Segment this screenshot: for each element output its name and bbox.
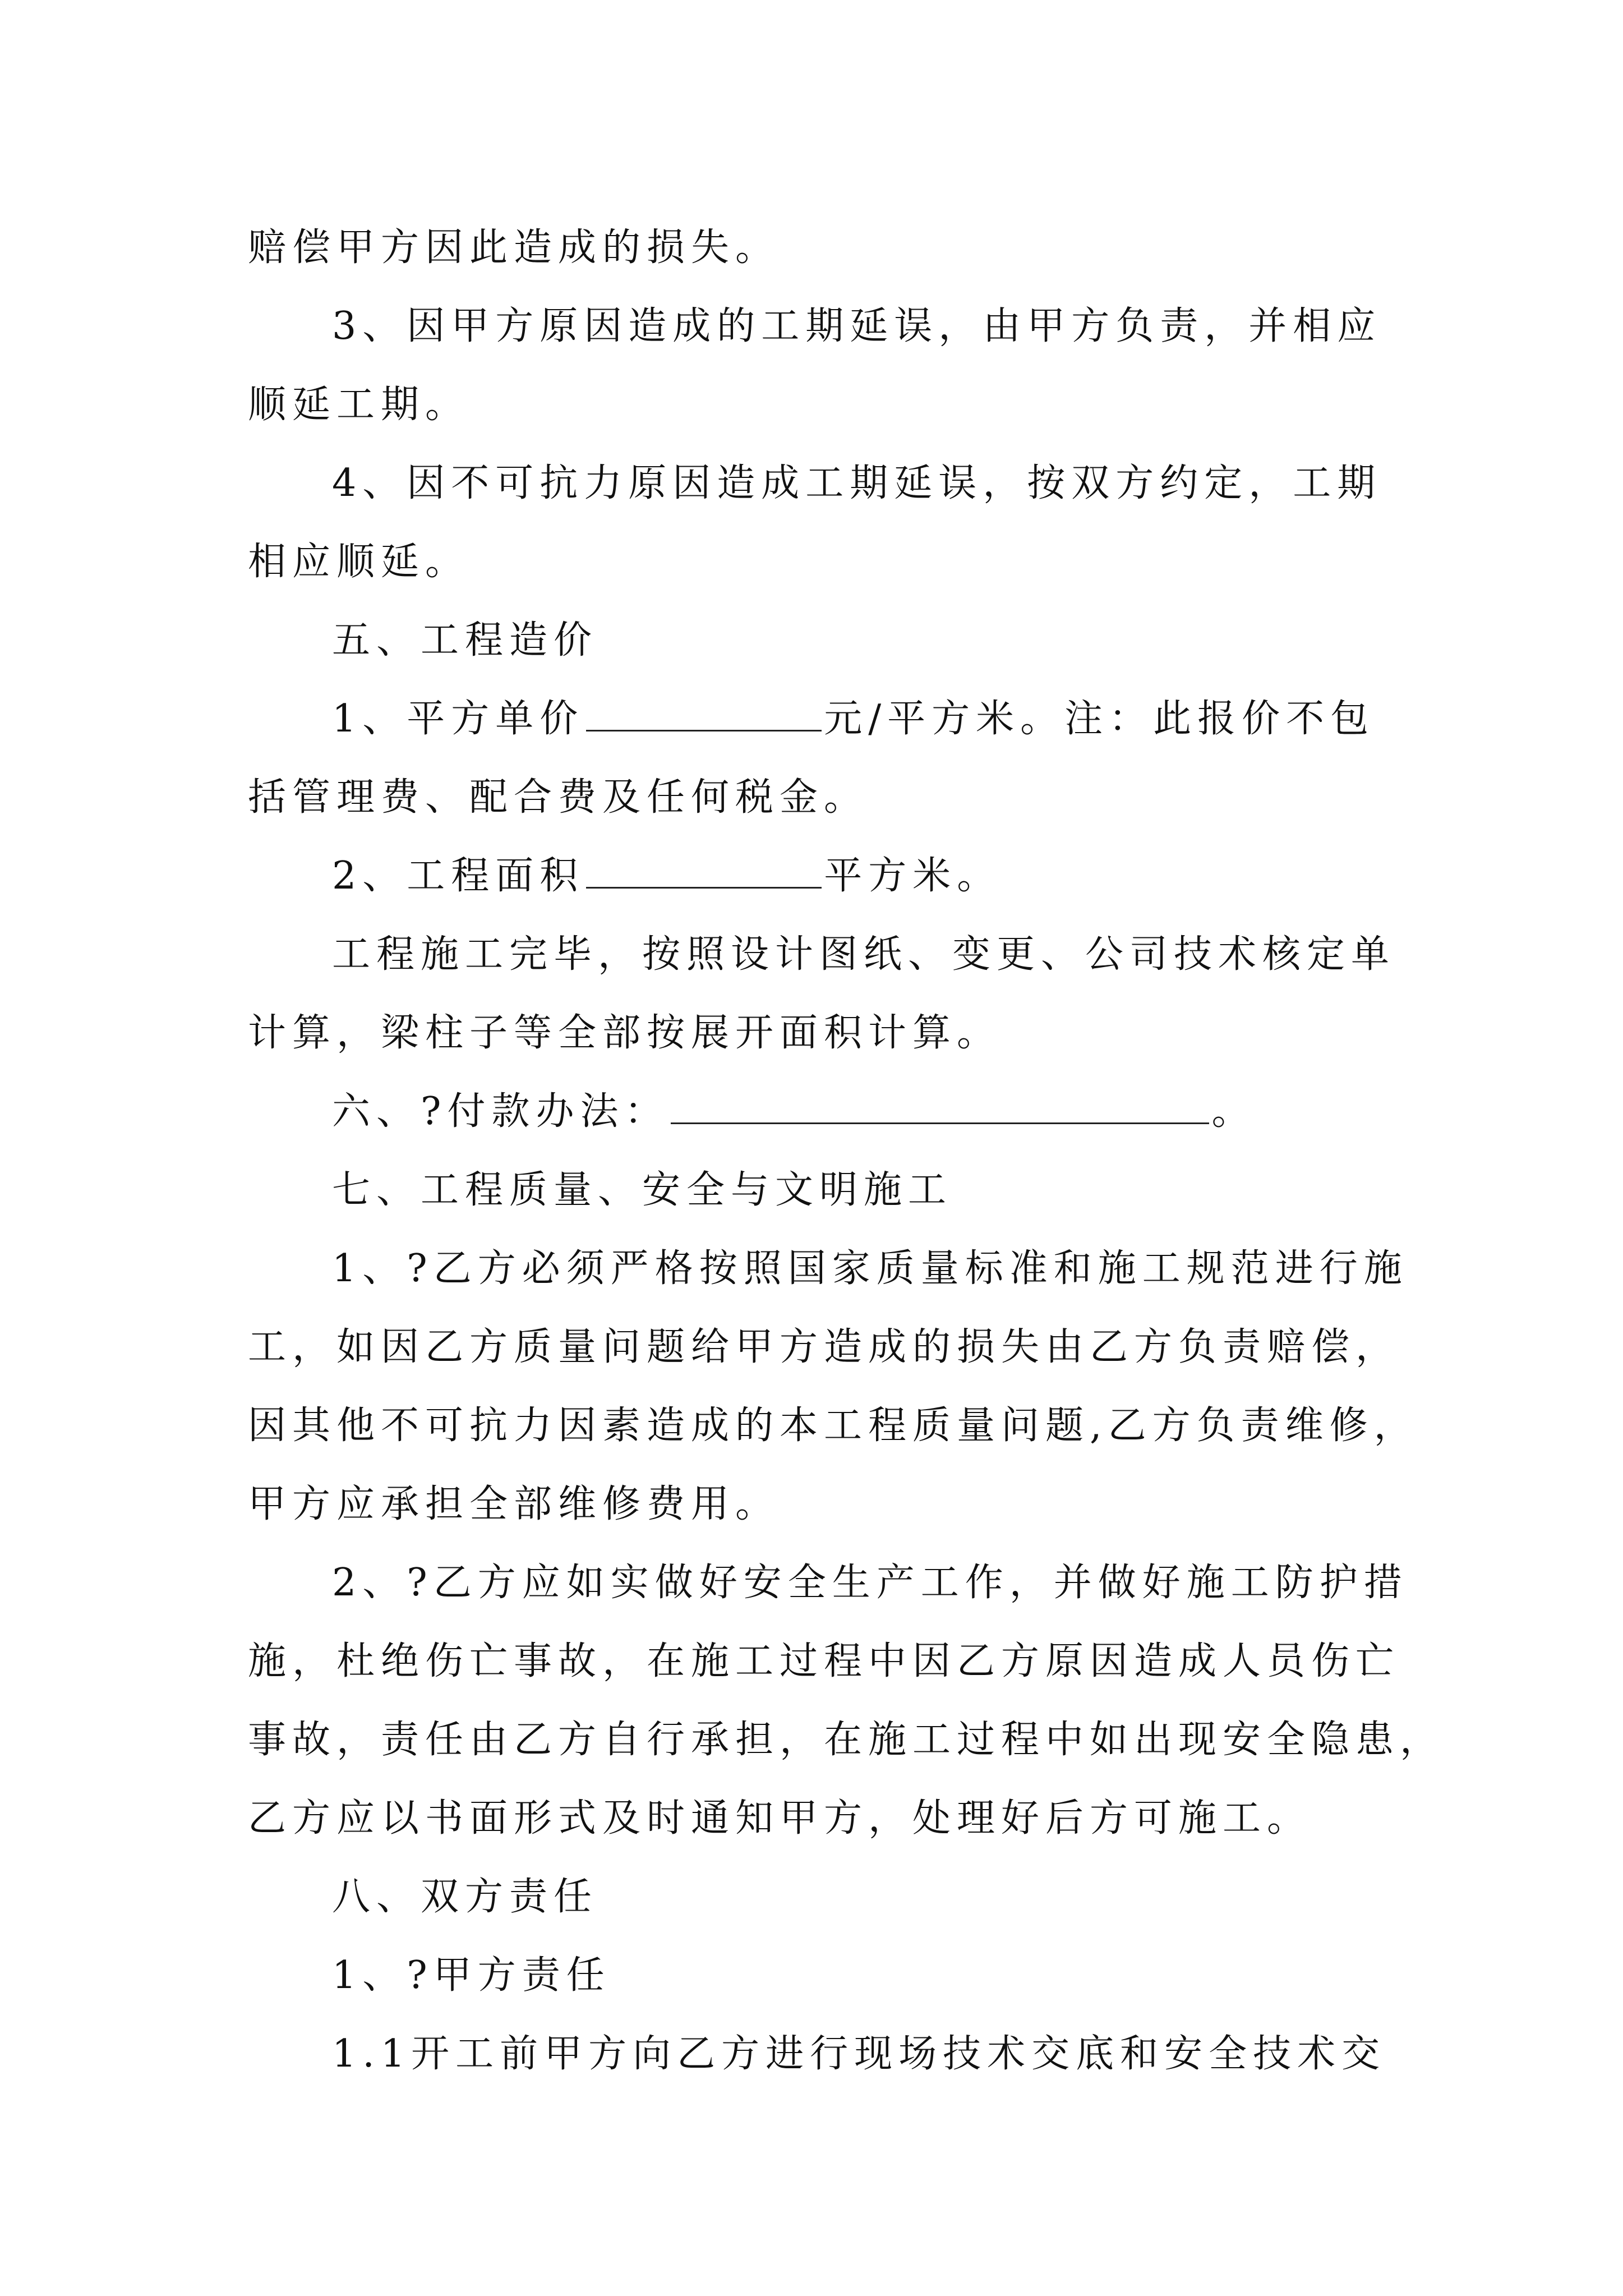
paragraph-line: 1.1开工前甲方向乙方进行现场技术交底和安全技术交 (332, 2032, 1386, 2076)
paragraph-line: 括管理费、配合费及任何税金。 (248, 775, 869, 820)
unit-price-line (248, 680, 1375, 758)
project-area-suffix: 平方米。 (824, 854, 1002, 898)
paragraph-line: 因其他不可抗力因素造成的本工程质量问题,乙方负责维修， (248, 1404, 1418, 1448)
unit-price-suffix: 元/平方米。注：此报价不包 (824, 697, 1375, 741)
unit-price-label: 1、平方单价 (332, 697, 584, 741)
paragraph-line: 工程施工完毕，按照设计图纸、变更、公司技术核定单 (332, 932, 1396, 977)
paragraph-line: 1、?乙方必须严格按照国家质量标准和施工规范进行施 (332, 1246, 1408, 1291)
payment-method-line (248, 1073, 1375, 1151)
paragraph-line: 赔偿甲方因此造成的损失。 (248, 226, 780, 270)
paragraph-line: 4、因不可抗力原因造成工期延误，按双方约定，工期 (332, 461, 1382, 505)
paragraph-line: 3、因甲方原因造成的工期延误，由甲方负责，并相应 (332, 304, 1382, 348)
payment-method-label: 六、?付款办法： (332, 1089, 669, 1134)
contract-text (248, 209, 1445, 2093)
section-heading: 七、工程质量、安全与文明施工 (332, 1168, 953, 1212)
section-heading: 八、双方责任 (332, 1875, 598, 1919)
unit-price-blank (586, 697, 822, 731)
paragraph-line: 工，如因乙方质量问题给甲方造成的损失由乙方负责赔偿， (248, 1325, 1400, 1369)
payment-method-suffix: 。 (1211, 1089, 1256, 1134)
paragraph-line: 施，杜绝伤亡事故，在施工过程中因乙方原因造成人员伤亡 (248, 1639, 1400, 1683)
paragraph-line: 相应顺延。 (248, 540, 470, 584)
project-area-blank (586, 854, 822, 889)
subsection-heading: 1、?甲方责任 (332, 1953, 611, 1998)
payment-method-blank (671, 1090, 1209, 1124)
project-area-line (248, 837, 1375, 915)
paragraph-line: 事故，责任由乙方自行承担，在施工过程中如出现安全隐患， (248, 1718, 1445, 1762)
section-heading: 五、工程造价 (332, 618, 598, 662)
project-area-label: 2、工程面积 (332, 854, 584, 898)
paragraph-line: 乙方应以书面形式及时通知甲方，处理好后方可施工。 (248, 1796, 1312, 1841)
paragraph-line: 2、?乙方应如实做好安全生产工作，并做好施工防护措 (332, 1561, 1408, 1605)
paragraph-line: 计算，梁柱子等全部按展开面积计算。 (248, 1011, 1002, 1055)
paragraph-line: 甲方应承担全部维修费用。 (248, 1482, 780, 1526)
paragraph-line: 顺延工期。 (248, 383, 470, 427)
